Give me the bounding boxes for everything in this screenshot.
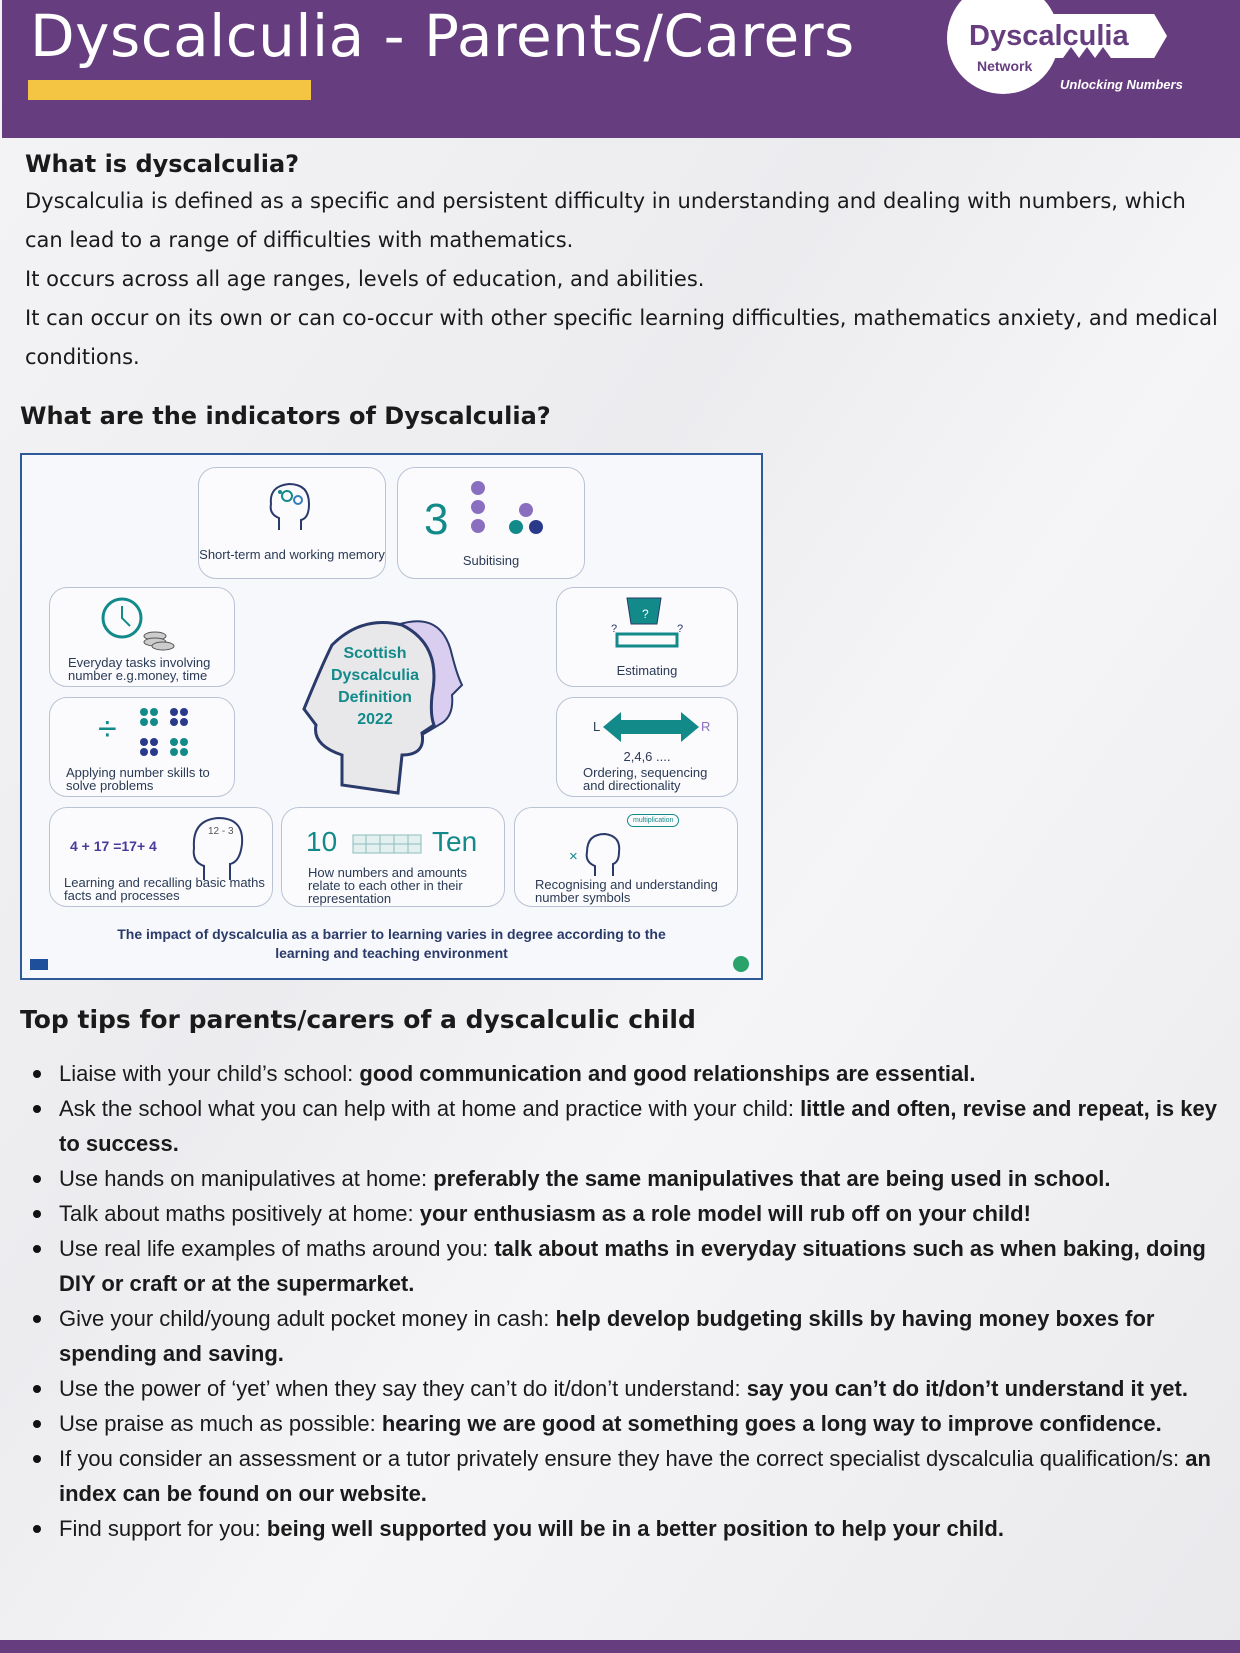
footer-band bbox=[0, 1640, 1240, 1653]
card-label: Subitising bbox=[462, 553, 520, 568]
title-underline bbox=[28, 80, 311, 100]
number-ten: 10 bbox=[306, 826, 338, 857]
card-estimating bbox=[556, 587, 738, 687]
section-heading: What are the indicators of Dyscalculia? bbox=[20, 402, 551, 430]
logo-name: Dyscalculia bbox=[969, 20, 1129, 52]
head-gears-icon bbox=[265, 478, 315, 534]
card-ordering bbox=[556, 697, 738, 797]
tip-text: If you consider an assessment or a tutor privately ensure they have the correct specialist dyscalculia qualification/s: bbox=[59, 1446, 1186, 1471]
sequence-text: 2,4,6 .... bbox=[623, 749, 671, 764]
card-subitising bbox=[397, 467, 585, 579]
tip-emphasis: say you can’t do it/don’t understand it yet. bbox=[746, 1376, 1188, 1401]
tip-text: Give your child/young adult pocket money in cash: bbox=[59, 1306, 556, 1331]
center-line: Definition bbox=[338, 689, 412, 706]
divide-icon: ÷ bbox=[98, 710, 117, 748]
card-label: Short-term and working memory bbox=[199, 547, 385, 562]
tip-item bbox=[25, 1231, 1230, 1301]
education-scotland-logo bbox=[733, 956, 749, 972]
svg-text:?: ? bbox=[642, 607, 649, 621]
tip-emphasis: hearing we are good at something goes a long way to improve confidence. bbox=[381, 1411, 1162, 1436]
card-label: Everyday tasks involving number e.g.money, time bbox=[68, 655, 211, 683]
tip-text: Use hands on manipulatives at home: bbox=[59, 1166, 434, 1191]
card-symbols bbox=[514, 807, 738, 907]
jug-scale-icon bbox=[611, 594, 685, 654]
what-section bbox=[25, 150, 1220, 377]
tips-list bbox=[25, 1056, 1230, 1546]
head-sum: 12 - 3 bbox=[208, 826, 234, 837]
card-applying bbox=[49, 697, 235, 797]
center-definition bbox=[315, 643, 435, 731]
center-line: Scottish bbox=[343, 645, 407, 662]
number-three: 3 bbox=[424, 495, 449, 544]
tip-text: Use the power of ‘yet’ when they say they can’t do it/don’t understand: bbox=[59, 1376, 747, 1401]
center-line: 2022 bbox=[357, 711, 393, 728]
tip-item bbox=[25, 1161, 1230, 1196]
tip-item bbox=[25, 1511, 1230, 1546]
thought-bubble: multiplication bbox=[627, 814, 679, 827]
equation: 4 + 17 =17+ 4 bbox=[70, 838, 157, 854]
tip-emphasis: talk about maths in everyday situations such as when baking, doing DIY or craft or at the supermarket. bbox=[59, 1236, 1206, 1296]
paragraph: Dyscalculia is defined as a specific and persistent difficulty in understanding and dealing with numbers, which can lead to a range of difficulties with mathematics. bbox=[25, 189, 1186, 252]
svg-text:?: ? bbox=[677, 623, 684, 635]
tip-text: Talk about maths positively at home: bbox=[59, 1201, 420, 1226]
tip-text: Use praise as much as possible: bbox=[59, 1411, 382, 1436]
tip-emphasis: little and often, revise and repeat, is key to success. bbox=[59, 1096, 1217, 1156]
center-line: Dyscalculia bbox=[330, 667, 420, 684]
card-label: How numbers and amounts relate to each other in their representation bbox=[308, 865, 467, 906]
tip-emphasis: good communication and good relationships are essential. bbox=[359, 1061, 976, 1086]
dyscalculia-network-logo bbox=[947, 0, 1187, 96]
ten-frame-icon bbox=[352, 834, 422, 854]
dots-icon bbox=[468, 480, 558, 540]
tip-item bbox=[25, 1406, 1230, 1441]
head-thinking-icon bbox=[585, 830, 625, 878]
card-label: Applying number skills to solve problems bbox=[66, 765, 210, 793]
tip-text: Use real life examples of maths around you: bbox=[59, 1236, 495, 1261]
card-learning bbox=[49, 807, 273, 907]
tip-item bbox=[25, 1301, 1230, 1371]
tip-text: Find support for you: bbox=[59, 1516, 267, 1541]
card-memory bbox=[198, 467, 386, 579]
tip-item bbox=[25, 1196, 1230, 1231]
left-label: L bbox=[593, 719, 601, 734]
logo-sub: Network bbox=[977, 58, 1033, 74]
paragraph: It occurs across all age ranges, levels of education, and abilities. bbox=[25, 267, 705, 291]
indicators-infographic bbox=[20, 453, 763, 980]
tip-item bbox=[25, 1441, 1230, 1511]
card-everyday bbox=[49, 587, 235, 687]
tip-text: Ask the school what you can help with at home and practice with your child: bbox=[59, 1096, 801, 1121]
times-symbol: × bbox=[569, 848, 578, 865]
tip-emphasis: being well supported you will be in a better position to help your child. bbox=[266, 1516, 1004, 1541]
tip-text: Liaise with your child’s school: bbox=[59, 1061, 360, 1086]
tip-item bbox=[25, 1091, 1230, 1161]
dot-blocks-icon bbox=[138, 706, 192, 760]
tip-item bbox=[25, 1371, 1230, 1406]
tip-emphasis: preferably the same manipulatives that are being used in school. bbox=[433, 1166, 1111, 1191]
card-label: Recognising and understanding number symbols bbox=[535, 877, 718, 905]
tip-emphasis: an index can be found on our website. bbox=[59, 1446, 1211, 1506]
word-ten: Ten bbox=[432, 826, 478, 857]
card-label: Ordering, sequencing and directionality bbox=[583, 765, 708, 793]
card-relate bbox=[281, 807, 505, 907]
infographic-footer: The impact of dyscalculia as a barrier to learning varies in degree according to the learning and teaching environment bbox=[117, 926, 666, 961]
section-heading: What is dyscalculia? bbox=[25, 150, 300, 178]
page-title: Dyscalculia - Parents/Carers bbox=[30, 2, 855, 70]
tip-emphasis: your enthusiasm as a role model will rub off on your child! bbox=[419, 1201, 1031, 1226]
header-banner bbox=[2, 0, 1240, 138]
paragraph: It can occur on its own or can co-occur with other specific learning difficulties, mathematics anxiety, and medical conditions. bbox=[25, 306, 1218, 369]
section-heading: Top tips for parents/carers of a dyscalculic child bbox=[20, 1005, 696, 1034]
double-arrow-icon bbox=[603, 710, 699, 744]
card-label: Learning and recalling basic maths facts and processes bbox=[64, 875, 265, 903]
scottish-government-logo bbox=[30, 959, 48, 970]
svg-text:?: ? bbox=[611, 623, 618, 635]
logo-tagline: Unlocking Numbers bbox=[1060, 77, 1183, 92]
tip-item bbox=[25, 1056, 1230, 1091]
tip-emphasis: help develop budgeting skills by having money boxes for spending and saving. bbox=[59, 1306, 1155, 1366]
clock-coins-icon bbox=[100, 596, 180, 652]
right-label: R bbox=[701, 719, 711, 734]
card-label: Estimating bbox=[616, 663, 678, 678]
